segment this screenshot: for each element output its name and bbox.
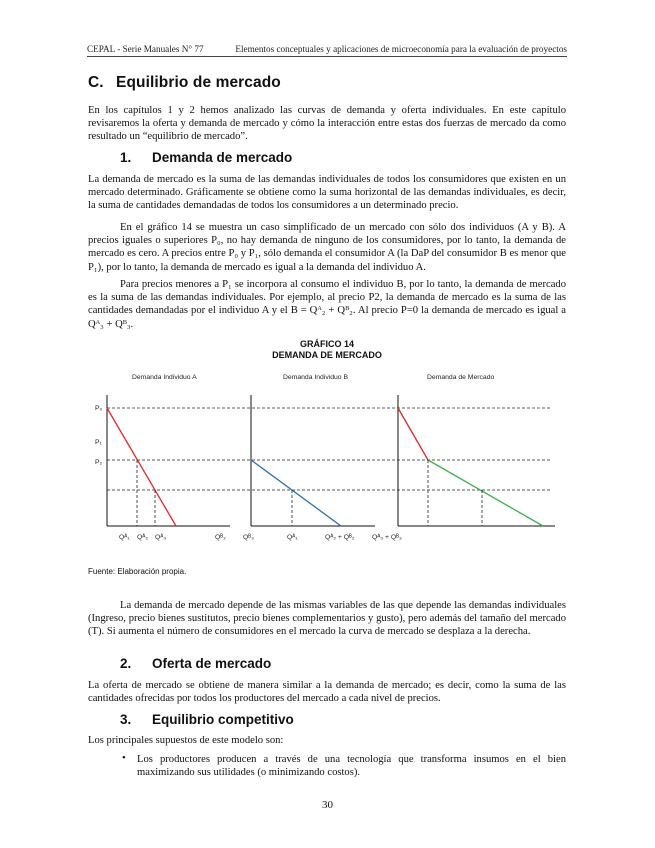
subheading-title: Equilibrio competitivo — [152, 712, 294, 727]
bullet-marker: • — [122, 753, 126, 764]
market-demand-upper — [398, 408, 428, 460]
demand-curve-a — [107, 408, 176, 526]
running-header — [87, 44, 567, 54]
section-heading — [88, 74, 281, 92]
section-number: C. — [88, 74, 104, 91]
subheading-oferta — [120, 656, 271, 671]
paragraph-grafico-14: En el gráfico 14 se muestra un caso simplificado de un mercado con sólo dos individuos (A y B). A precios iguales o superiores P₀, no hay demanda de ninguno de los consumidores, por lo tanto, la demanda de mercado es cero. A precios entre P₀ y P₁, sólo demanda el consumidor A (la DaP del consumidor B es menor que P₁), por lo tanto, la demanda de mercado es igual a la demanda del individuo A. — [88, 222, 566, 273]
label-qb2: Qᴮ₂ — [215, 534, 226, 541]
subheading-number: 3. — [120, 712, 132, 727]
label-qsum3: Qᴬ₃ + Qᴮ₃ — [372, 534, 402, 541]
header-rule — [87, 56, 567, 57]
label-qa1: Qᴬ₁ — [119, 534, 130, 541]
label-qsum2: Qᴬ₂ + Qᴮ₂ — [325, 534, 355, 541]
section-title: Equilibrio de mercado — [116, 74, 281, 91]
label-qa3: Qᴬ₃ — [155, 534, 167, 541]
page-number: 30 — [322, 799, 333, 811]
paragraph-variables: La demanda de mercado depende de las mismas variables de las que depende las demandas individuales (Ingreso, precio bienes sustitutos, precio bienes complementarios y gusto), pero además del tamaño del mercado (T). Si aumenta el número de consumidores en el mercado la curva de mercado se desplaza a la derecha. — [88, 600, 566, 638]
label-qb1: Qᴬ₁ — [287, 534, 298, 541]
label-qa2: Qᴬ₂ — [137, 534, 149, 541]
paragraph-supuestos: Los principales supuestos de este modelo son: — [88, 735, 284, 746]
label-qb3: Qᴮ₃ — [243, 534, 254, 541]
subheading-number: 1. — [120, 150, 132, 165]
panel-b-title: Demanda Individuo B — [283, 374, 348, 381]
paragraph-oferta: La oferta de mercado se obtiene de manera similar a la demanda de mercado; es decir, como la suma de las cantidades ofrecidas por todos los productores del mercado a cada nivel de precios. — [88, 680, 566, 705]
header-left: CEPAL - Serie Manuales N° 77 — [87, 44, 204, 54]
header-right: Elementos conceptuales y aplicaciones de microeconomía para la evaluación de proyectos — [235, 44, 567, 54]
subheading-title: Demanda de mercado — [152, 150, 293, 165]
subheading-number: 2. — [120, 656, 132, 671]
demand-curve-b — [251, 460, 341, 526]
paragraph-demanda-def: La demanda de mercado es la suma de las demandas individuales de todos los consumidores que existen en un mercado determinado. Gráficamente se obtiene como la suma horizontal de las demandas individuales, es decir, la suma de cantidades demandadas de todos los consumidores a un determinado precio. — [88, 174, 566, 212]
figure-caption-number: GRÁFICO 14 — [299, 339, 354, 349]
figure-caption-title: DEMANDA DE MERCADO — [272, 350, 382, 360]
demand-chart — [85, 365, 570, 545]
panel-a-title: Demanda Individuo A — [132, 374, 197, 381]
subheading-title: Oferta de mercado — [152, 656, 272, 671]
bullet-item-productores: Los productores producen a través de una tecnología que transforma insumos en el bien maximizando sus utilidades (o minimizando costos). — [137, 754, 566, 779]
panel-c-title: Demanda de Mercado — [427, 374, 495, 381]
paragraph-precios-menores: Para precios menores a P₁ se incorpora al consumo el individuo B, por lo tanto, la demanda de mercado es la suma de las demandas individuales. Por ejemplo, al precio P2, la demanda de mercado es la suma de las cantidades demandadas por el individuo A y el B = Qᴬ₂ + Qᴮ₂. Al precio P=0 la demanda de mercado es igual a Qᴬ₃ + Qᴮ₃. — [88, 279, 566, 330]
figure-caption — [87, 339, 567, 361]
intro-paragraph: En los capítulos 1 y 2 hemos analizado las curvas de demanda y oferta individuales. En este capítulo revisaremos la oferta y demanda de mercado y cómo la interacción entre estas dos fuerzas de mercado da como resultado un “equilibrio de mercado”. — [88, 105, 566, 143]
label-p1: P₁ — [95, 439, 102, 446]
subheading-demanda — [120, 150, 292, 165]
figure-source: Fuente: Elaboración propia. — [88, 567, 187, 576]
label-p2: P₂ — [95, 459, 103, 466]
subheading-equilibrio — [120, 712, 294, 727]
market-demand-lower — [428, 460, 543, 526]
label-p0: P₀ — [95, 405, 103, 412]
